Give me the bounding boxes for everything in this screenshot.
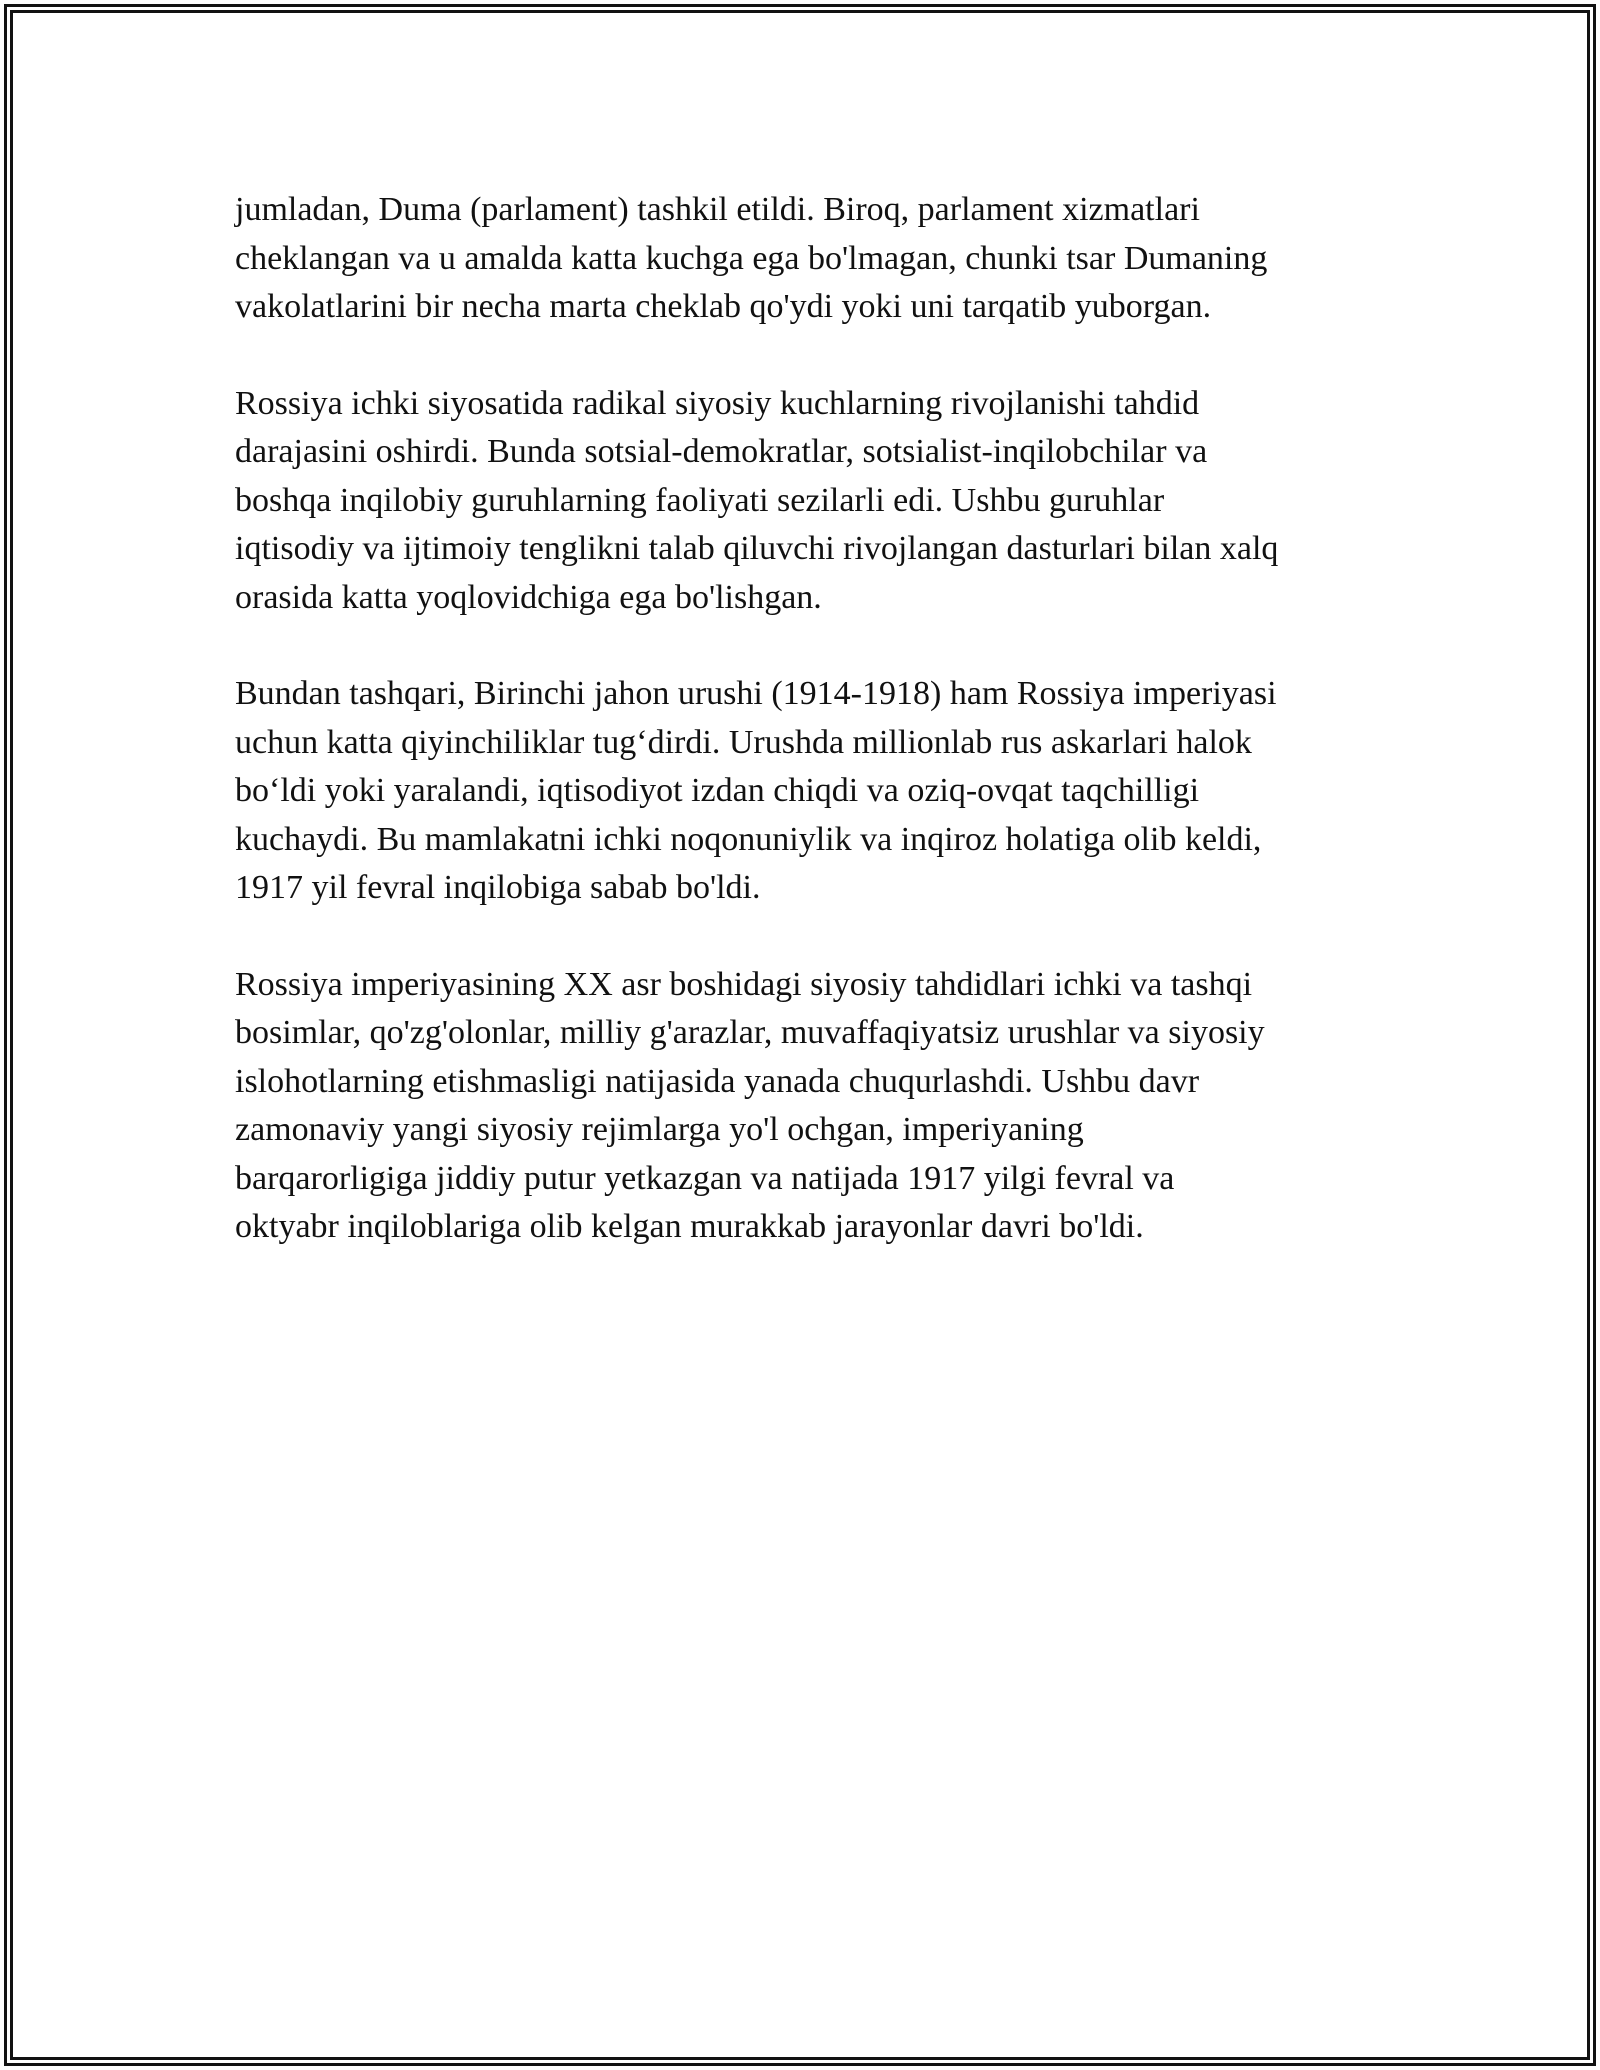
document-body [235,186,1375,1300]
paragraph-line: barqarorligiga jiddiy putur yetkazgan va natijada 1917 yilgi fevral va [235,1159,1175,1197]
paragraph-line: orasida katta yoqlovidchiga ega bo'lishgan. [235,578,822,616]
paragraph-line: Rossiya ichki siyosatida radikal siyosiy kuchlarning rivojlanishi tahdid [235,384,1200,422]
paragraph-line: kuchaydi. Bu mamlakatni ichki noqonuniylik va inqiroz holatiga olib keldi, [235,820,1262,858]
paragraph-line: Rossiya imperiyasining XX asr boshidagi siyosiy tahdidlari ichki va tashqi [235,965,1253,1003]
paragraph-2 [235,380,1375,623]
paragraph-line: bosimlar, qo'zg'olonlar, milliy g'arazlar, muvaffaqiyatsiz urushlar va siyosiy [235,1014,1265,1051]
paragraph-line: iqtisodiy va ijtimoiy tenglikni talab qiluvchi rivojlangan dasturlari bilan xalq [235,530,1279,567]
paragraph-line: zamonaviy yangi siyosiy rejimlarga yo'l ochgan, imperiyaning [235,1111,1084,1148]
paragraph-4 [235,961,1375,1252]
paragraph-line: darajasini oshirdi. Bunda sotsial-demokratlar, sotsialist-inqilobchilar va [235,433,1208,470]
paragraph-line: uchun katta qiyinchiliklar tug‘dirdi. Urushda millionlab rus askarlari halok [235,723,1252,761]
paragraph-line: boshqa inqilobiy guruhlarning faoliyati sezilarli edi. Ushbu guruhlar [235,481,1165,519]
paragraph-line: jumladan, Duma (parlament) tashkil etildi. Biroq, parlament xizmatlari [235,191,1200,228]
paragraph-line: vakolatlarini bir necha marta cheklab qo'ydi yoki uni tarqatib yuborgan. [235,288,1212,325]
paragraph-line: islohotlarning etishmasligi natijasida yanada chuqurlashdi. Ushbu davr [235,1062,1200,1100]
paragraph-line: oktyabr inqiloblariga olib kelgan murakkab jarayonlar davri bo'ldi. [235,1208,1144,1245]
paragraph-line: Bundan tashqari, Birinchi jahon urushi (1914-1918) ham Rossiya imperiyasi [235,675,1277,712]
paragraph-3 [235,670,1375,913]
paragraph-line: 1917 yil fevral inqilobiga sabab bo'ldi. [235,869,761,906]
paragraph-line: bo‘ldi yoki yaralandi, iqtisodiyot izdan chiqdi va oziq-ovqat taqchilligi [235,772,1200,809]
paragraph-1 [235,186,1375,332]
paragraph-line: cheklangan va u amalda katta kuchga ega bo'lmagan, chunki tsar Dumaning [235,239,1268,277]
